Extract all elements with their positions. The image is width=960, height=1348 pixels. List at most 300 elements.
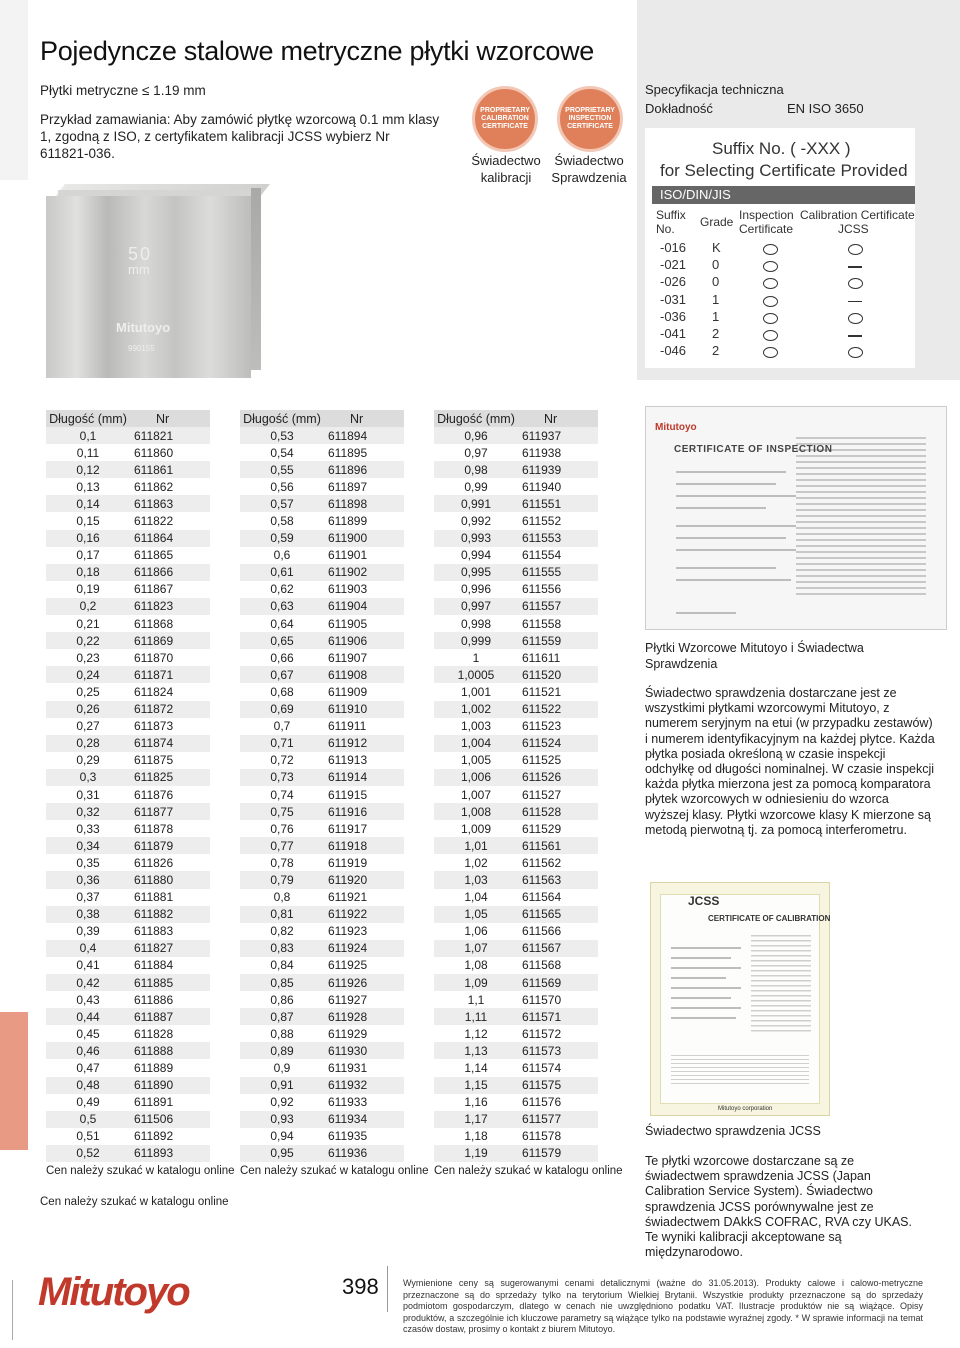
table-row [240, 547, 404, 564]
table-row [434, 1042, 598, 1059]
length-cell: 0,32 [76, 804, 100, 819]
table-row [46, 889, 210, 906]
part-number-cell: 611940 [522, 479, 562, 494]
inspection-cert-heading: CERTIFICATE OF INSPECTION [674, 444, 833, 455]
length-cell: 0,95 [270, 1146, 294, 1161]
part-number-cell: 611907 [328, 650, 368, 665]
suffix-grade: 1 [712, 308, 720, 324]
length-cell: 0,17 [76, 548, 100, 563]
table-row [434, 803, 598, 820]
length-cell: 1,13 [464, 1043, 488, 1058]
part-number-cell: 611551 [522, 496, 562, 511]
table-row [240, 769, 404, 786]
length-cell: 0,999 [460, 633, 492, 648]
suffix-code: -016 [660, 240, 687, 255]
length-cell: 0,91 [270, 1078, 294, 1093]
spec-key: Dokładność [645, 101, 713, 116]
table-row [434, 718, 598, 735]
part-number-cell: 611911 [328, 719, 367, 734]
length-cell: 1,006 [460, 770, 492, 785]
part-number-cell: 611902 [328, 565, 368, 580]
part-number-cell: 611921 [328, 890, 368, 905]
part-number-cell: 611568 [522, 958, 562, 973]
length-cell: 0,27 [76, 719, 100, 734]
table-row [240, 906, 404, 923]
table-row [46, 974, 210, 991]
length-cell: 0,63 [270, 599, 294, 614]
gauge-block-size: 50 [128, 244, 153, 264]
length-cell: 1,0005 [457, 667, 495, 682]
part-number-cell: 611939 [522, 462, 562, 477]
part-number-cell: 611868 [134, 616, 174, 631]
table-row [46, 666, 210, 683]
part-number-cell: 611929 [328, 1026, 368, 1041]
part-number-cell: 611885 [134, 975, 174, 990]
part-number-cell: 611910 [328, 702, 368, 717]
part-number-cell: 611826 [134, 855, 174, 870]
table-row [434, 444, 598, 461]
length-cell: 0,49 [76, 1095, 100, 1110]
length-cell: 0,68 [270, 684, 294, 699]
table-row [46, 837, 210, 854]
table-row [240, 803, 404, 820]
length-cell: 0,57 [270, 496, 294, 511]
table-row [434, 974, 598, 991]
gauge-block-serial: 990155 [128, 344, 155, 353]
table-row [240, 530, 404, 547]
part-number-cell: 611554 [522, 548, 562, 563]
table-row [46, 530, 210, 547]
part-number-cell: 611886 [134, 992, 174, 1007]
table-row [46, 444, 210, 461]
table-row [46, 632, 210, 649]
jcss-dash-icon [848, 266, 862, 268]
part-number-cell: 611935 [328, 1129, 368, 1144]
table-row [46, 512, 210, 529]
table-col-1 [46, 410, 235, 1178]
part-number-cell: 611564 [522, 890, 562, 905]
length-cell: 0,8 [273, 890, 291, 905]
table-row [46, 649, 210, 666]
spec-title: Specyfikacja techniczna [645, 82, 784, 97]
inspection-stamp-icon: PROPRIETARY INSPECTION CERTIFICATE [557, 86, 623, 152]
length-cell: 1,02 [464, 855, 488, 870]
table-row [46, 1128, 210, 1145]
calibration-badge-label: Świadectwo kalibracji [471, 153, 541, 185]
part-number-cell: 611874 [134, 736, 174, 751]
part-number-cell: 611553 [522, 531, 562, 546]
table-row [240, 1128, 404, 1145]
table-row [46, 701, 210, 718]
part-number-cell: 611557 [522, 599, 562, 614]
table-row [240, 820, 404, 837]
length-cell: 0,5 [79, 1112, 97, 1127]
length-cell: 1,01 [464, 838, 488, 853]
length-cell: 0,14 [76, 496, 100, 511]
jcss-circle-icon [848, 244, 863, 255]
table-row [240, 752, 404, 769]
page-number: 398 [342, 1274, 379, 1299]
length-cell: 0,55 [270, 462, 294, 477]
table-row [46, 461, 210, 478]
part-number-cell: 611880 [134, 872, 174, 887]
table-row [240, 683, 404, 700]
price-note: Cen należy szukać w katalogu online [46, 1165, 235, 1178]
part-number-cell: 611908 [328, 667, 368, 682]
part-number-cell: 611922 [328, 907, 368, 922]
table-body [240, 427, 404, 1162]
length-cell: 0,88 [270, 1026, 294, 1041]
table-row [434, 991, 598, 1008]
length-cell: 0,59 [270, 531, 294, 546]
table-row [434, 461, 598, 478]
length-cell: 0,997 [460, 599, 492, 614]
length-cell: 0,78 [270, 855, 294, 870]
table-row [46, 564, 210, 581]
part-number-cell: 611824 [134, 684, 174, 699]
length-cell: 0,43 [76, 992, 100, 1007]
part-number-cell: 611867 [134, 582, 174, 597]
length-cell: 0,73 [270, 770, 294, 785]
table-row [240, 718, 404, 735]
part-number-cell: 611891 [134, 1095, 174, 1110]
table-row [434, 1145, 598, 1162]
suffix-grade: 2 [712, 326, 720, 341]
length-cell: 0,47 [76, 1061, 100, 1076]
table-row [240, 701, 404, 718]
jcss-certificate-inner [660, 894, 820, 1104]
length-cell: 0,46 [76, 1043, 100, 1058]
part-number-cell: 611906 [328, 633, 368, 648]
side-tab-marker [0, 1012, 28, 1150]
part-number-cell: 611559 [522, 633, 562, 648]
table-body [46, 427, 210, 1162]
length-cell: 0,93 [270, 1112, 294, 1127]
table-row [240, 512, 404, 529]
length-cell: 0,996 [460, 582, 492, 597]
part-number-cell: 611579 [522, 1146, 562, 1161]
suffix-code: -021 [660, 257, 687, 273]
part-number-cell: 611883 [134, 924, 174, 939]
length-cell: 1,007 [460, 787, 492, 802]
length-cell: 0,45 [76, 1026, 100, 1041]
part-number-cell: 611558 [522, 616, 562, 631]
part-number-cell: 611924 [328, 941, 368, 956]
table-row [434, 957, 598, 974]
legal-notice: Wymienione ceny są sugerowanymi cenami detalicznymi (ważne do 31.05.2013). Produkty calowe i calowo-metryczne przeznaczone są do sprzedaży tylko na terytorium Wielkiej Brytanii. Wszystkie produkty przeznaczone są do sprzedaży podmiotom gospodarczym, dlatego w cenach nie uwzględniono podatku VAT. Ilustracje produktów nie są wiążące. Opisy produktów, a szczególnie ich kluczowe parametry są wiążące tylko na podstawie wyraźnej zgody. * W sprawie informacji na temat czasów dostaw, prosimy o kontakt z biurem Mitutoyo. [403, 1278, 923, 1334]
part-number-cell: 611931 [328, 1061, 368, 1076]
length-cell: 0,38 [76, 907, 100, 922]
table-row [434, 906, 598, 923]
table-header: Długość (mm) Nr [434, 410, 598, 427]
table-row [46, 427, 210, 444]
calibration-header: Calibration Certificate JCSS [800, 208, 915, 236]
part-number-cell: 611562 [522, 855, 562, 870]
subtitle: Płytki metryczne ≤ 1.19 mm [40, 83, 206, 98]
table-row [46, 1059, 210, 1076]
table-row [240, 991, 404, 1008]
table-row [434, 1077, 598, 1094]
length-cell: 1,11 [464, 1009, 488, 1024]
table-row [434, 1111, 598, 1128]
table-row [240, 854, 404, 871]
table-row [240, 1008, 404, 1025]
table-row [240, 666, 404, 683]
table-row [434, 547, 598, 564]
part-number-cell: 611888 [134, 1043, 174, 1058]
inspection-certificate-image [645, 406, 947, 630]
table-row [434, 854, 598, 871]
table-row [240, 923, 404, 940]
part-number-cell: 611576 [522, 1095, 562, 1110]
table-row [434, 564, 598, 581]
table-row [434, 786, 598, 803]
table-row [46, 803, 210, 820]
part-number-cell: 611899 [328, 514, 368, 529]
part-number-cell: 611528 [522, 804, 562, 819]
length-cell: 0,99 [464, 479, 488, 494]
part-number-cell: 611926 [328, 975, 368, 990]
part-number-cell: 611909 [328, 684, 368, 699]
part-number-cell: 611506 [134, 1112, 174, 1127]
part-number-cell: 611563 [522, 872, 562, 887]
part-number-cell: 611561 [522, 838, 562, 853]
length-cell: 0,61 [270, 565, 294, 580]
length-cell: 1,06 [464, 924, 488, 939]
length-cell: 1,1 [467, 992, 485, 1007]
part-number-cell: 611923 [328, 924, 368, 939]
part-number-cell: 611873 [134, 719, 174, 734]
table-row [434, 889, 598, 906]
length-cell: 0,97 [464, 445, 488, 460]
part-number-cell: 611925 [328, 958, 368, 973]
jcss-cert-brand: JCSS [688, 894, 720, 908]
suffix-grade: 0 [712, 257, 720, 273]
table-row [46, 1008, 210, 1025]
table-row [240, 598, 404, 615]
length-cell: 0,53 [270, 428, 294, 443]
table-row [46, 615, 210, 632]
table-row [240, 837, 404, 854]
part-number-cell: 611573 [522, 1043, 562, 1058]
length-cell: 0,3 [79, 770, 97, 785]
part-number-cell: 611900 [328, 531, 368, 546]
table-row [240, 1077, 404, 1094]
part-number-cell: 611878 [134, 821, 174, 836]
part-number-cell: 611864 [134, 531, 174, 546]
gauge-block-unit: mm [128, 262, 150, 277]
length-cell: 1,008 [460, 804, 492, 819]
inspection-description-title: Płytki Wzorcowe Mitutoyo i Świadectwa Sprawdzenia [645, 641, 864, 671]
part-number-cell: 611927 [328, 992, 368, 1007]
table-row [434, 427, 598, 444]
part-number-cell: 611892 [134, 1129, 174, 1144]
page-title: Pojedyncze stalowe metryczne płytki wzorcowe [40, 36, 595, 66]
part-number-cell: 611894 [328, 428, 368, 443]
inspection-badge-label: Świadectwo Sprawdzenia [551, 153, 627, 185]
length-cell: 0,41 [76, 958, 100, 973]
table-row [240, 632, 404, 649]
table-row [240, 889, 404, 906]
table-row [434, 512, 598, 529]
part-number-cell: 611522 [522, 702, 562, 717]
length-cell: 1,002 [460, 702, 492, 717]
length-cell: 0,991 [460, 496, 492, 511]
table-row [46, 854, 210, 871]
part-number-cell: 611611 [522, 650, 561, 665]
price-note: Cen należy szukać w katalogu online [240, 1165, 429, 1178]
table-row [46, 1145, 210, 1162]
table-row [240, 735, 404, 752]
length-cell: 0,25 [76, 684, 100, 699]
table-row [46, 581, 210, 598]
table-row [46, 940, 210, 957]
part-number-cell: 611565 [522, 907, 562, 922]
part-number-cell: 611571 [522, 1009, 562, 1024]
table-row [434, 1025, 598, 1042]
part-number-cell: 611912 [328, 736, 368, 751]
table-row [46, 906, 210, 923]
part-number-cell: 611569 [522, 975, 562, 990]
length-cell: 0,64 [270, 616, 294, 631]
suffix-grade: 0 [712, 274, 720, 290]
length-cell: 1,04 [464, 890, 488, 905]
table-row [240, 940, 404, 957]
side-tab-top [0, 0, 28, 180]
length-cell: 0,85 [270, 975, 294, 990]
inspection-cert-brand: Mitutoyo [655, 422, 697, 433]
table-row [46, 991, 210, 1008]
part-number-cell: 611861 [134, 462, 174, 477]
length-cell: 1,009 [460, 821, 492, 836]
length-cell: 0,79 [270, 872, 294, 887]
part-number-cell: 611526 [522, 770, 562, 785]
length-cell: 0,96 [464, 428, 488, 443]
part-number-cell: 611901 [328, 548, 368, 563]
length-cell: 0,12 [76, 462, 100, 477]
length-cell: 0,15 [76, 514, 100, 529]
table-row [240, 957, 404, 974]
part-number-cell: 611570 [522, 992, 562, 1007]
table-row [434, 1059, 598, 1076]
table-row [46, 820, 210, 837]
suffix-code: -036 [660, 308, 687, 324]
table-body [434, 427, 598, 1162]
jcss-cert-heading: CERTIFICATE OF CALIBRATION [708, 914, 831, 923]
table-row [434, 1094, 598, 1111]
table-row [240, 1094, 404, 1111]
length-cell: 1,18 [464, 1129, 488, 1144]
part-number-cell: 611524 [522, 736, 562, 751]
length-cell: 1,14 [464, 1061, 488, 1076]
table-row [46, 871, 210, 888]
table-row [46, 478, 210, 495]
table-row [434, 598, 598, 615]
length-cell: 0,39 [76, 924, 100, 939]
part-number-cell: 611556 [522, 582, 562, 597]
part-number-cell: 611527 [522, 787, 562, 802]
length-cell: 0,76 [270, 821, 294, 836]
price-note: Cen należy szukać w katalogu online [434, 1165, 623, 1178]
part-number-cell: 611881 [134, 890, 174, 905]
table-row [46, 752, 210, 769]
table-row [46, 718, 210, 735]
part-number-cell: 611875 [134, 753, 174, 768]
suffix-code: -046 [660, 343, 687, 359]
jcss-cert-footer: Mitutoyo corporation [718, 1106, 773, 1112]
suffix-table-title: Suffix No. ( -XXX ) for Selecting Certificate Provided [660, 139, 908, 180]
inspection-circle-icon [763, 330, 778, 341]
part-number-cell: 611882 [134, 907, 174, 922]
gauge-block-brand: Mitutoyo [116, 320, 171, 335]
table-row [240, 615, 404, 632]
length-cell: 0,92 [270, 1095, 294, 1110]
table-row [434, 837, 598, 854]
part-number-cell: 611932 [328, 1078, 368, 1093]
part-number-cell: 611578 [522, 1129, 562, 1144]
part-number-cell: 611865 [134, 548, 174, 563]
length-cell: 0,11 [76, 445, 100, 460]
part-number-cell: 611567 [522, 941, 562, 956]
part-number-cell: 611822 [134, 514, 174, 529]
table-row [434, 478, 598, 495]
part-number-cell: 611930 [328, 1043, 368, 1058]
price-note-bottom: Cen należy szukać w katalogu online [40, 1196, 229, 1208]
table-row [434, 735, 598, 752]
part-number-cell: 611915 [328, 787, 368, 802]
length-cell: 0,83 [270, 941, 294, 956]
part-number-cell: 611825 [134, 770, 174, 785]
length-cell: 0,42 [76, 975, 100, 990]
table-header: Długość (mm) Nr [240, 410, 404, 427]
table-col-2 [240, 410, 429, 1178]
mitutoyo-logo: Mitutoyo [38, 1270, 189, 1314]
part-number-cell: 611890 [134, 1078, 174, 1093]
table-row [46, 495, 210, 512]
length-cell: 1,03 [464, 872, 488, 887]
length-cell: 1,001 [460, 684, 492, 699]
length-cell: 0,23 [76, 650, 100, 665]
length-cell: 0,993 [460, 531, 492, 546]
length-cell: 0,992 [460, 514, 492, 529]
length-cell: 0,37 [76, 890, 100, 905]
length-cell: 0,58 [270, 514, 294, 529]
part-number-cell: 611869 [134, 633, 174, 648]
length-cell: 0,48 [76, 1078, 100, 1093]
length-cell: 0,74 [270, 787, 294, 802]
part-number-cell: 611913 [328, 753, 368, 768]
table-row [46, 957, 210, 974]
length-cell: 0,84 [270, 958, 294, 973]
table-row [434, 820, 598, 837]
length-cell: 1,004 [460, 736, 492, 751]
inspection-circle-icon [763, 296, 778, 307]
length-cell: 0,998 [460, 616, 492, 631]
part-number-cell: 611525 [522, 753, 562, 768]
suffix-grade: 2 [712, 343, 720, 359]
length-cell: 0,33 [76, 821, 100, 836]
table-row [240, 1042, 404, 1059]
table-header: Długość (mm) Nr [46, 410, 210, 427]
length-cell: 0,82 [270, 924, 294, 939]
part-number-cell: 611898 [328, 496, 368, 511]
part-number-cell: 611552 [522, 514, 562, 529]
part-number-cell: 611827 [134, 941, 174, 956]
inspection-description-body: Świadectwo sprawdzenia dostarczane jest ze wszystkimi płytkami wzorcowymi Mitutoyo, z numerem seryjnym na etui (w przypadku zestawów) i numerem identyfikacyjnym na każdej płytce. Każda płytka posiada określoną w czasie inspekcji odchyłkę od długości nominalnej. W czasie inspekcji każda płytka mierzona jest za pomocą komparatora płytek wzorcowych w odniesieniu do wzorca wyższej klasy. Płytki wzorcowe klasy K mierzone są metodą pierwotną tj. za pomocą interferometru. [645, 686, 935, 837]
part-number-cell: 611572 [522, 1026, 562, 1041]
table-row [46, 1077, 210, 1094]
length-cell: 0,77 [270, 838, 294, 853]
